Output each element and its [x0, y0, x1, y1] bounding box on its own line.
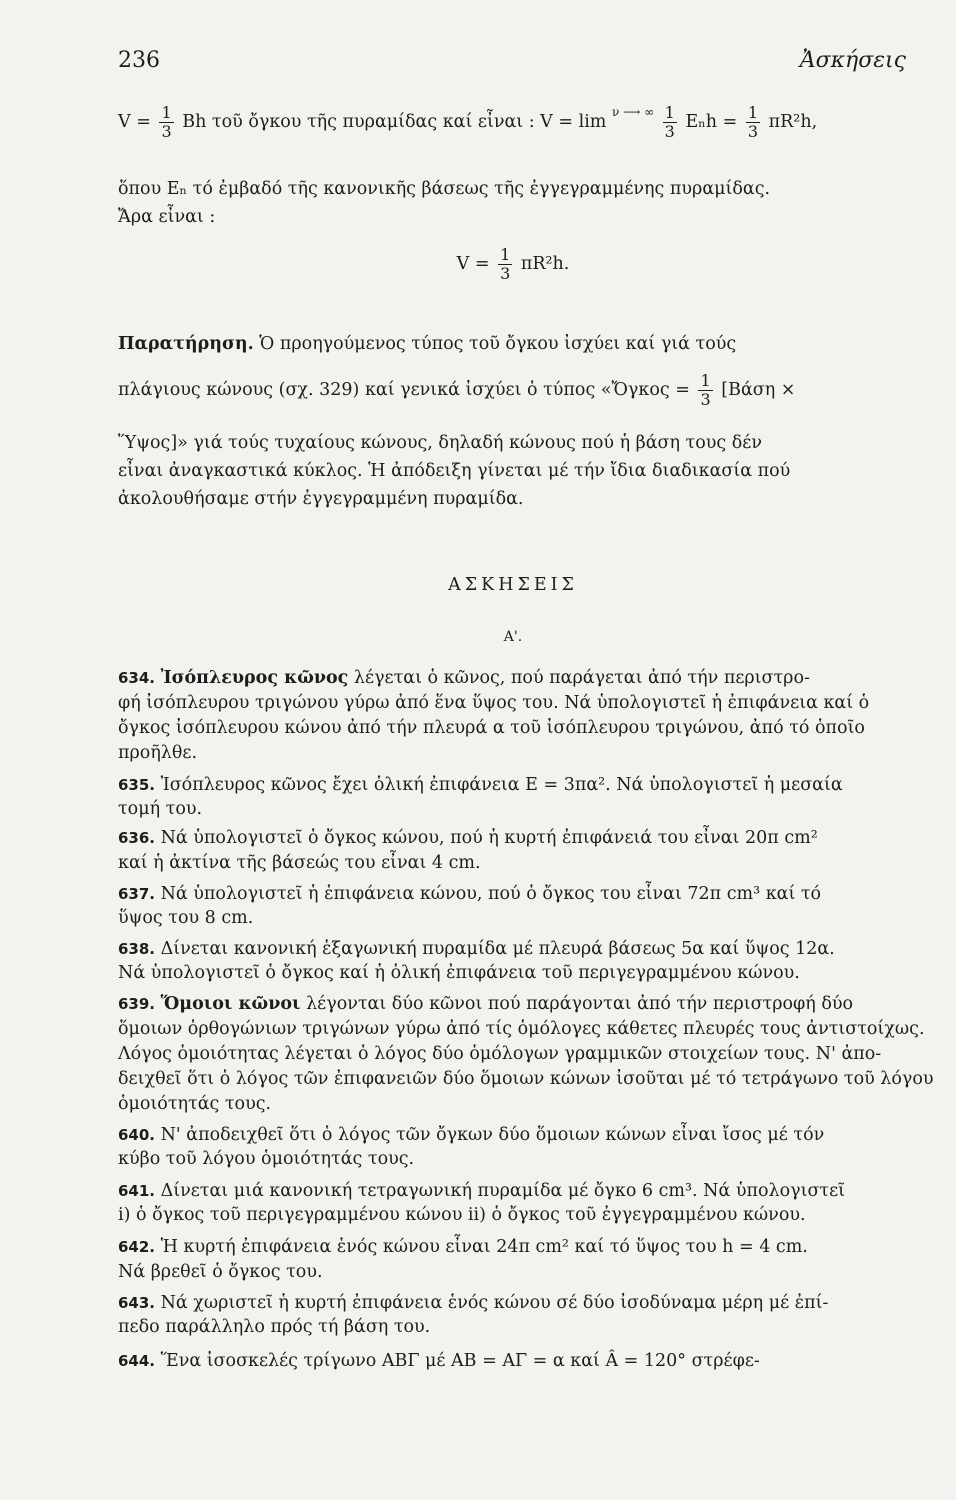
exercise-644-line-1 [118, 1350, 908, 1372]
text: Ἡ κυρτή ἐπιφάνεια ἑνός κώνου εἶναι 24π cm² καί τό ὕψος του h = 4 cm. [160, 1237, 808, 1257]
exercise-642-line-2: Νά βρεθεῖ ὁ ὄγκος του. [118, 1262, 323, 1282]
exercise-643-line-1 [118, 1292, 908, 1314]
numerator: 1 [700, 371, 711, 390]
text: Δίνεται κανονική ἑξαγωνική πυραμίδα μέ πλευρά βάσεως 5α καί ὕψος 12α. [160, 939, 835, 959]
limit-subscript-wrap [612, 104, 654, 121]
fraction [698, 372, 712, 409]
exercise-635-line-2: τομή του. [118, 799, 203, 819]
numerator: 1 [664, 103, 675, 122]
text: Bh τοῦ ὄγκου τῆς πυραμίδας καί εἶναι : V = lim [182, 112, 607, 132]
exercise-640-line-1 [118, 1124, 908, 1146]
text: Ἕνα ἰσοσκελές τρίγωνο ΑΒΓ μέ ΑΒ = ΑΓ = α καί Â = 120° στρέφε- [160, 1351, 760, 1371]
exercise-number: 637. [118, 885, 156, 903]
section-heading: ΑΣΚΗΣΕΙΣ [448, 575, 578, 595]
exercise-number: 638. [118, 940, 156, 958]
exercise-634-line-3: ὄγκος ἰσόπλευρου κώνου ἀπό τήν πλευρά α τοῦ ἰσόπλευρου τριγώνου, ἀπό τό ὁποῖο [118, 718, 865, 738]
exercise-639-line-3: Λόγος ὁμοιότητας λέγεται ὁ λόγος δύο ὁμόλογων γραμμικῶν στοιχείων τους. Ν' ἀπο- [118, 1044, 882, 1064]
term: Ὅμοιοι κῶνοι [160, 994, 301, 1014]
text: V = [118, 112, 151, 132]
exercise-number: 643. [118, 1294, 156, 1312]
exercise-638-line-1 [118, 938, 908, 960]
exercise-number: 635. [118, 776, 156, 794]
text: Ἰσόπλευρος κῶνος ἔχει ὁλική ἐπιφάνεια E = 3πα². Νά ὑπολογιστεῖ ἡ μεσαία [160, 775, 843, 795]
text: [Βάση × [721, 380, 796, 400]
remark-line-4: εἶναι ἀναγκαστικά κύκλος. Ἡ ἀπόδειξη γίνεται μέ τήν ἴδια διαδικασία πού [118, 461, 791, 481]
section-subheading: Α'. [503, 629, 523, 645]
exercise-number: 639. [118, 995, 156, 1013]
text: V = [456, 254, 490, 274]
text: Νά ὑπολογιστεῖ ὁ ὄγκος κώνου, πού ἡ κυρτή ἐπιφάνειά του εἶναι 20π cm² [160, 828, 818, 848]
fraction [159, 104, 173, 141]
exercise-636-line-1 [118, 827, 908, 849]
exercise-636-line-2: καί ἡ ἀκτίνα τῆς βάσεώς του εἶναι 4 cm. [118, 853, 481, 873]
exercise-634-line-1 [118, 667, 908, 689]
remark-line-3: Ὕψος]» γιά τούς τυχαίους κώνους, δηλαδή κώνους πού ἡ βάση τους δέν [118, 433, 763, 453]
term: Ἰσόπλευρος κῶνος [160, 668, 349, 688]
fraction [746, 104, 760, 141]
text: Νά ὑπολογιστεῖ ἡ ἐπιφάνεια κώνου, πού ὁ ὄγκος του εἶναι 72π cm³ καί τό [160, 884, 822, 904]
exercise-number: 640. [118, 1126, 156, 1144]
exercise-number: 636. [118, 829, 156, 847]
exercise-640-line-2: κύβο τοῦ λόγου ὁμοιότητάς τους. [118, 1149, 415, 1169]
limit-subscript: ν ⟶ ∞ [611, 105, 655, 119]
exercise-number: 634. [118, 669, 156, 687]
exercise-635-line-1 [118, 774, 908, 796]
numerator: 1 [500, 245, 511, 264]
denominator: 3 [161, 122, 172, 141]
exercise-634-line-2: φή ἰσόπλευρου τριγώνου γύρω ἀπό ἕνα ὕψος του. Νά ὑπολογιστεῖ ἡ ἐπιφάνεια καί ὁ [118, 693, 870, 713]
exercise-639-line-1 [118, 993, 908, 1015]
page-number: 236 [118, 48, 160, 73]
fraction [498, 246, 512, 283]
exercise-639-line-4: δειχθεῖ ὅτι ὁ λόγος τῶν ἐπιφανειῶν δύο ὅμοιων κώνων ἰσοῦται μέ τό τετράγωνο τοῦ λόγου [118, 1069, 934, 1089]
exercise-number: 644. [118, 1352, 156, 1370]
running-title: Ἀσκήσεις [799, 48, 906, 73]
remark-line-5: ἀκολουθήσαμε στήν ἐγγεγραμμένη πυραμίδα. [118, 489, 524, 509]
remark-line-1 [118, 333, 908, 355]
intro-line-2: ὅπου Eₙ τό ἐμβαδό τῆς κανονικῆς βάσεως τῆς ἐγγεγραμμένης πυραμίδας. [118, 179, 771, 199]
exercise-637-line-1 [118, 883, 908, 905]
denominator: 3 [747, 122, 759, 141]
text: λέγονται δύο κῶνοι πού παράγονται ἀπό τήν περιστροφή δύο [306, 994, 854, 1014]
exercise-639-line-2: ὅμοιων ὀρθογώνιων τριγώνων γύρω ἀπό τίς ὁμόλογες κάθετες πλευρές τους ἀντιστοίχως. [118, 1019, 925, 1039]
exercise-641-line-2: i) ὁ ὄγκος τοῦ περιγεγραμμένου κώνου ii) ὁ ὄγκος τοῦ ἐγγεγραμμένου κώνου. [118, 1205, 806, 1225]
denominator: 3 [700, 390, 711, 409]
exercise-637-line-2: ὕψος του 8 cm. [118, 908, 254, 928]
text: Νά χωριστεῖ ἡ κυρτή ἐπιφάνεια ἑνός κώνου σέ δύο ἰσοδύναμα μέρη μέ ἐπί- [160, 1293, 829, 1313]
text: Ὁ προηγούμενος τύπος τοῦ ὄγκου ἰσχύει καί γιά τούς [259, 334, 737, 354]
numerator: 1 [161, 103, 172, 122]
exercise-638-line-2: Νά ὑπολογιστεῖ ὁ ὄγκος καί ἡ ὁλική ἐπιφάνεια τοῦ περιγεγραμμένου κώνου. [118, 963, 800, 983]
text: πR²h. [520, 254, 570, 274]
intro-formula [118, 246, 908, 283]
text: λέγεται ὁ κῶνος, πού παράγεται ἀπό τήν περιστρο- [353, 668, 810, 688]
text: πR²h, [768, 112, 818, 132]
exercise-number: 641. [118, 1182, 156, 1200]
text: Eₙh = [685, 112, 738, 132]
intro-line-1 [118, 104, 908, 141]
exercise-634-line-4: προῆλθε. [118, 743, 198, 763]
fraction [663, 104, 677, 141]
intro-line-3: Ἄρα εἶναι : [118, 207, 216, 227]
denominator: 3 [664, 122, 675, 141]
remark-title: Παρατήρηση. [118, 334, 254, 354]
text: Ν' ἀποδειχθεῖ ὅτι ὁ λόγος τῶν ὄγκων δύο ὅμοιων κώνων εἶναι ἴσος μέ τόν [160, 1125, 825, 1145]
exercise-number: 642. [118, 1238, 156, 1256]
text: Δίνεται μιά κανονική τετραγωνική πυραμίδα μέ ὄγκο 6 cm³. Νά ὑπολογιστεῖ [160, 1181, 846, 1201]
remark-line-2 [118, 372, 908, 409]
exercise-642-line-1 [118, 1236, 908, 1258]
numerator: 1 [747, 103, 759, 122]
exercise-639-line-5: ὁμοιότητάς τους. [118, 1094, 272, 1114]
exercise-641-line-1 [118, 1180, 908, 1202]
denominator: 3 [500, 264, 511, 283]
page-header [118, 48, 906, 84]
exercise-643-line-2: πεδο παράλληλο πρός τή βάση του. [118, 1317, 431, 1337]
text: πλάγιους κώνους (σχ. 329) καί γενικά ἰσχύει ὁ τύπος «Ὄγκος = [118, 380, 690, 400]
